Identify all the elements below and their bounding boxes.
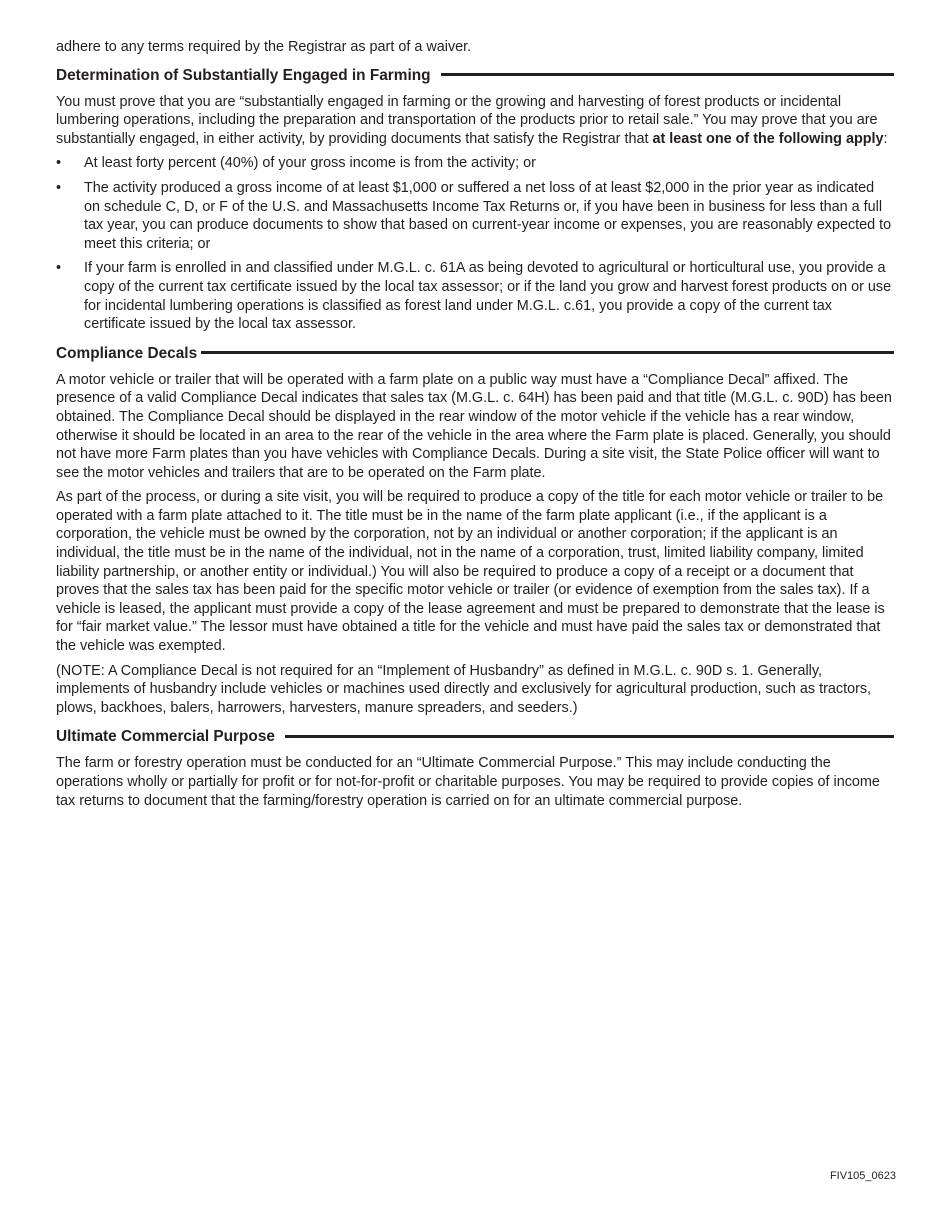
farming-paragraph-text: You must prove that you are “substantially engaged in farming or the growing and harvesting of forest products or incidental lumbering operations, including the preparation and transportation of the products prior to retail sale.” You may prove that you are substantially engaged, in either activity, by providing documents that satisfy the Registrar that: [56, 93, 878, 147]
section-decals: [56, 344, 894, 718]
section-rule: [201, 351, 894, 354]
criteria-list: [56, 154, 894, 333]
list-item-text: At least forty percent (40%) of your gross income is from the activity; or: [84, 155, 536, 172]
purpose-paragraph: The farm or forestry operation must be conducted for an “Ultimate Commercial Purpose.” This may include conducting the operations wholly or partially for profit or for not-for-profit or charitable purposes. You may be required to provide copies of income tax returns to document that the farming/forestry operation is carried on for an ultimate commercial purpose.: [56, 755, 880, 809]
list-item: [56, 154, 894, 173]
section-farming: [56, 66, 894, 334]
document-page: [56, 38, 894, 820]
section-heading-purpose: Ultimate Commercial Purpose: [56, 728, 275, 746]
section-header-farming: [56, 66, 894, 86]
farming-paragraph-end: :: [883, 130, 888, 147]
farming-paragraph-bold: at least one of the following apply: [652, 130, 884, 147]
decals-note-paragraph: (NOTE: A Compliance Decal is not required for an “Implement of Husbandry” as defined in M.G.L. c. 90D s. 1. Generally, implements of husbandry include vehicles or machines used directly and exclusively for agricultural production, such as tractors, plows, backhoes, balers, harrowers, harvesters, manure spreaders, and seeders.): [56, 662, 872, 716]
section-rule: [441, 73, 894, 76]
bullet-icon: •: [56, 179, 62, 196]
list-item-text: If your farm is enrolled in and classified under M.G.L. c. 61A as being devoted to agricultural or horticultural use, you provide a copy of the current tax certificate issued by the local tax assessor; or if the land you grow and harvest forest products on or use for incidental lumbering operations is classified as forest land under M.G.L. c.61, you provide a copy of the current tax certificate issued by the local tax assessor.: [84, 260, 892, 333]
section-heading-farming: Determination of Substantially Engaged in Farming: [56, 66, 431, 84]
section-header-purpose: [56, 727, 894, 747]
decals-paragraph: As part of the process, or during a site visit, you will be required to produce a copy of the title for each motor vehicle or trailer to be operated with a farm plate attached to it. The title must be in the name of the farm plate applicant (i.e., if the applicant is a corporation, the vehicle must be owned by the corporation, not by an individual or another corporation; if the applicant is an individual, the title must be in the name of the individual, not in the name of a corporation, trust, limited liability company, limited liability partnership, or another entity or individual.) You will also be required to produce a copy of a receipt or a document that proves that the sales tax has been paid for the specific motor vehicle or trailer (or evidence of exemption from the sales tax). If a vehicle is leased, the applicant must provide a copy of the lease agreement and must be prepared to demonstrate that the lease is for “fair market value.” The lessor must have obtained a title for the vehicle and must have paid the sales tax or demonstrated that the vehicle was exempted.: [56, 489, 885, 655]
decals-paragraph: A motor vehicle or trailer that will be operated with a farm plate on a public way must have a “Compliance Decal” affixed. The presence of a valid Compliance Decal indicates that sales tax (M.G.L. c. 64H) has been paid and that title (M.G.L. c. 90D) has been obtained. The Compliance Decal should be displayed in the rear window of the motor vehicle if the vehicle has a rear window, otherwise it should be located in an area to the rear of the vehicle in the area where the Farm plate is placed. Generally, you should not have more Farm plates than you have vehicles with Compliance Decals. During a site visit, the State Police officer will want to see the motor vehicles and trailers that are to be operated on the Farm plate.: [56, 371, 892, 481]
list-item: [56, 179, 894, 253]
section-heading-decals: Compliance Decals: [56, 344, 198, 362]
bullet-icon: •: [56, 155, 62, 172]
form-code: FIV105_0623: [829, 1170, 896, 1182]
list-item: [56, 259, 894, 333]
intro-text: adhere to any terms required by the Registrar as part of a waiver.: [56, 39, 472, 55]
farming-paragraph: [56, 93, 894, 149]
bullet-icon: •: [56, 260, 62, 277]
section-header-decals: [56, 344, 894, 364]
section-purpose: [56, 727, 894, 810]
section-rule: [285, 735, 894, 738]
list-item-text: The activity produced a gross income of at least $1,000 or suffered a net loss of at least $2,000 in the prior year as indicated on schedule C, D, or F of the U.S. and Massachusetts Income Tax Returns or, if you have been in business for less than a full tax year, you can produce documents to show that based on current-year income or expenses, you are reasonably expected to meet this criteria; or: [84, 179, 892, 252]
